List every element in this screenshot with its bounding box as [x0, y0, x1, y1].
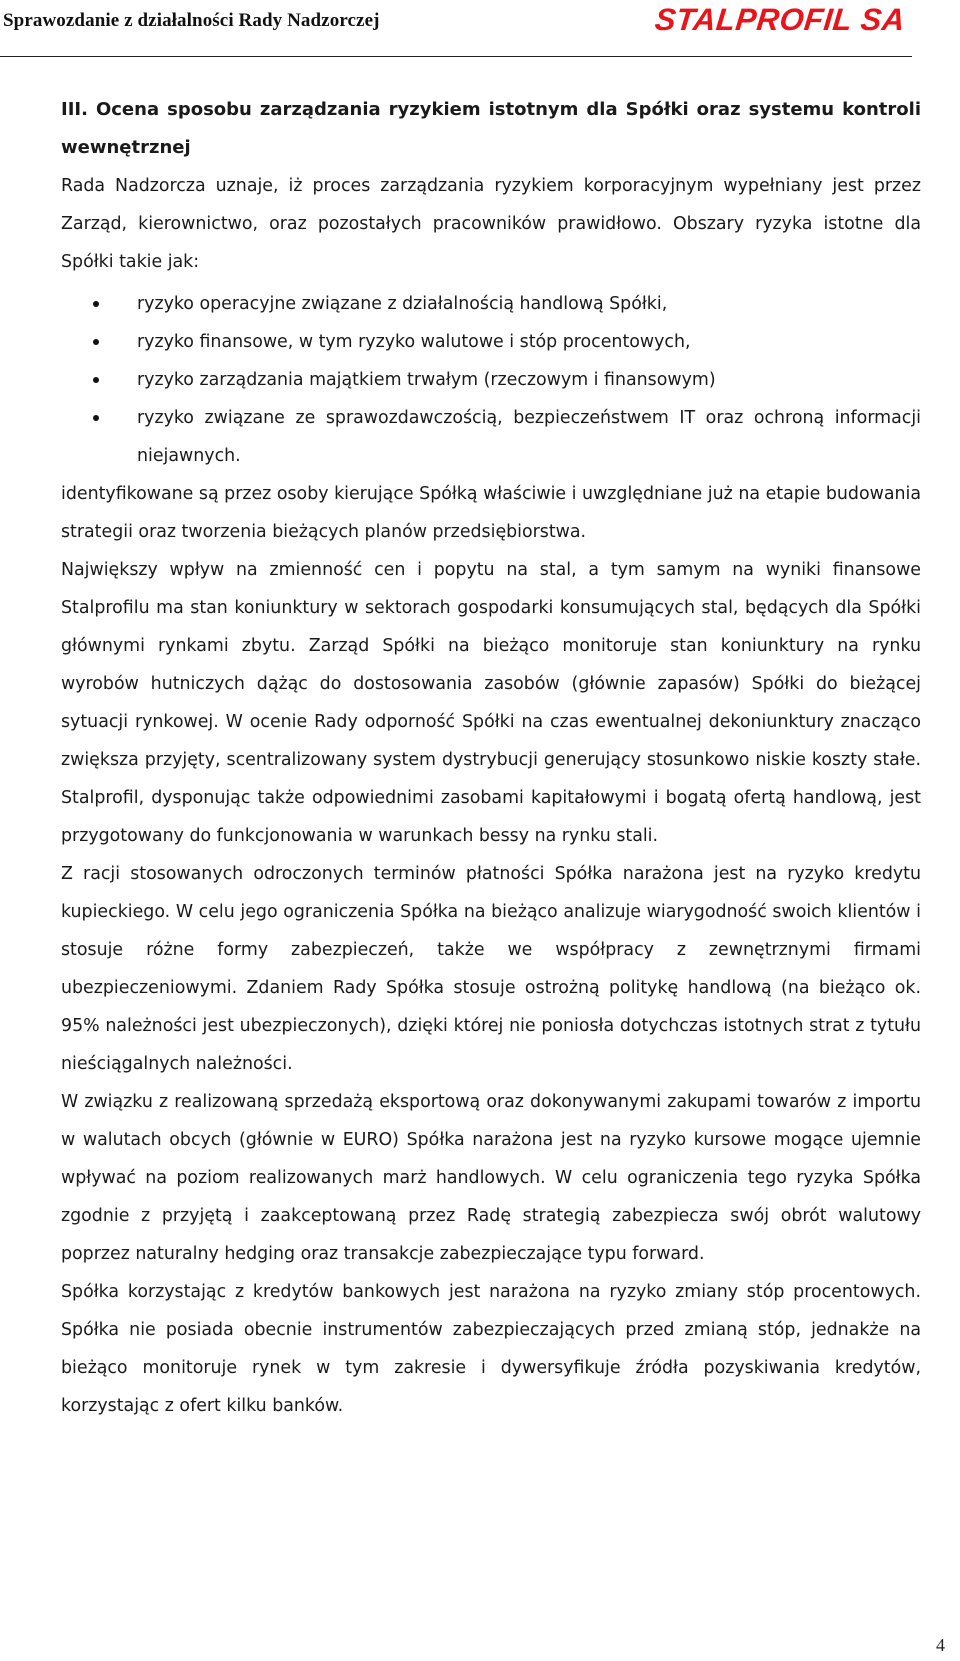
section-heading: III. Ocena sposobu zarządzania ryzykiem istotnym dla Spółki oraz systemu kontroli wewnętrznej — [61, 99, 921, 158]
list-item — [61, 399, 921, 475]
bullet-icon — [93, 415, 99, 421]
paragraph-currency-risk: W związku z realizowaną sprzedażą eksportową oraz dokonywanymi zakupami towarów z importu w walutach obcych (głównie w EURO) Spółka narażona jest na ryzyko kursowe mogące ujemnie wpływać na poziom realizowanych marż handlowych. W celu ograniczenia tego ryzyka Spółka zgodnie z przyjętą i zaakceptowaną przez Radę strategią zabezpiecza swój obrót walutowy poprzez naturalny hedging oraz transakcje zabezpieczające typu forward. — [61, 1092, 921, 1264]
page-body — [61, 91, 921, 1425]
bullet-icon — [93, 377, 99, 383]
paragraph-identification: identyfikowane są przez osoby kierujące Spółką właściwie i uwzględniane już na etapie budowania strategii oraz tworzenia bieżących planów przedsiębiorstwa. — [61, 484, 921, 542]
paragraph-market-risk: Największy wpływ na zmienność cen i popytu na stal, a tym samym na wyniki finansowe Stalprofilu ma stan koniunktury w sektorach gospodarki konsumujących stal, będących dla Spółki głównymi rynkami zbytu. Zarząd Spółki na bieżąco monitoruje stan koniunktury na rynku wyrobów hutniczych dążąc do dostosowania zasobów (głównie zapasów) Spółki do bieżącej sytuacji rynkowej. W ocenie Rady odporność Spółki na czas ewentualnej dekoniunktury znacząco zwiększa przyjęty, scentralizowany system dystrybucji generujący stosunkowo niskie koszty stałe. Stalprofil, dysponując także odpowiednimi zasobami kapitałowymi i bogatą ofertą handlową, jest przygotowany do funkcjonowania w warunkach bessy na rynku stali. — [61, 560, 921, 846]
company-logo: STALPROFIL SA — [653, 2, 907, 37]
list-item — [61, 361, 921, 399]
paragraph-interest-rate-risk: Spółka korzystając z kredytów bankowych jest narażona na ryzyko zmiany stóp procentowych. Spółka nie posiada obecnie instrumentów zabezpieczających przed zmianą stóp, jednakże na bieżąco monitoruje rynek w tym zakresie i dywersyfikuje źródła pozyskiwania kredytów, korzystając z ofert kilku banków. — [61, 1282, 921, 1416]
list-item-text: ryzyko finansowe, w tym ryzyko walutowe i stóp procentowych, — [137, 332, 691, 352]
bullet-icon — [93, 339, 99, 345]
risk-areas-list — [61, 285, 921, 475]
page-number: 4 — [936, 1635, 945, 1655]
list-item-text: ryzyko operacyjne związane z działalnością handlową Spółki, — [137, 294, 668, 314]
intro-paragraph: Rada Nadzorcza uznaje, iż proces zarządzania ryzykiem korporacyjnym wypełniany jest przez Zarząd, kierownictwo, oraz pozostałych pracowników prawidłowo. Obszary ryzyka istotne dla Spółki takie jak: — [61, 176, 921, 272]
list-item-text: ryzyko zarządzania majątkiem trwałym (rzeczowym i finansowym) — [137, 370, 716, 390]
page-header — [0, 0, 910, 56]
header-divider — [0, 56, 912, 57]
list-item-text: ryzyko związane ze sprawozdawczością, bezpieczeństwem IT oraz ochroną informacji niejawnych. — [137, 408, 921, 466]
list-item — [61, 323, 921, 361]
bullet-icon — [93, 301, 99, 307]
document-title: Sprawozdanie z działalności Rady Nadzorczej — [3, 10, 380, 31]
paragraph-credit-risk: Z racji stosowanych odroczonych terminów płatności Spółka narażona jest na ryzyko kredytu kupieckiego. W celu jego ograniczenia Spółka na bieżąco analizuje wiarygodność swoich klientów i stosuje różne formy zabezpieczeń, także we współpracy z zewnętrznymi firmami ubezpieczeniowymi. Zdaniem Rady Spółka stosuje ostrożną politykę handlową (na bieżąco ok. 95% należności jest ubezpieczonych), dzięki której nie poniosła dotychczas istotnych strat z tytułu nieściągalnych należności. — [61, 864, 921, 1074]
list-item — [61, 285, 921, 323]
